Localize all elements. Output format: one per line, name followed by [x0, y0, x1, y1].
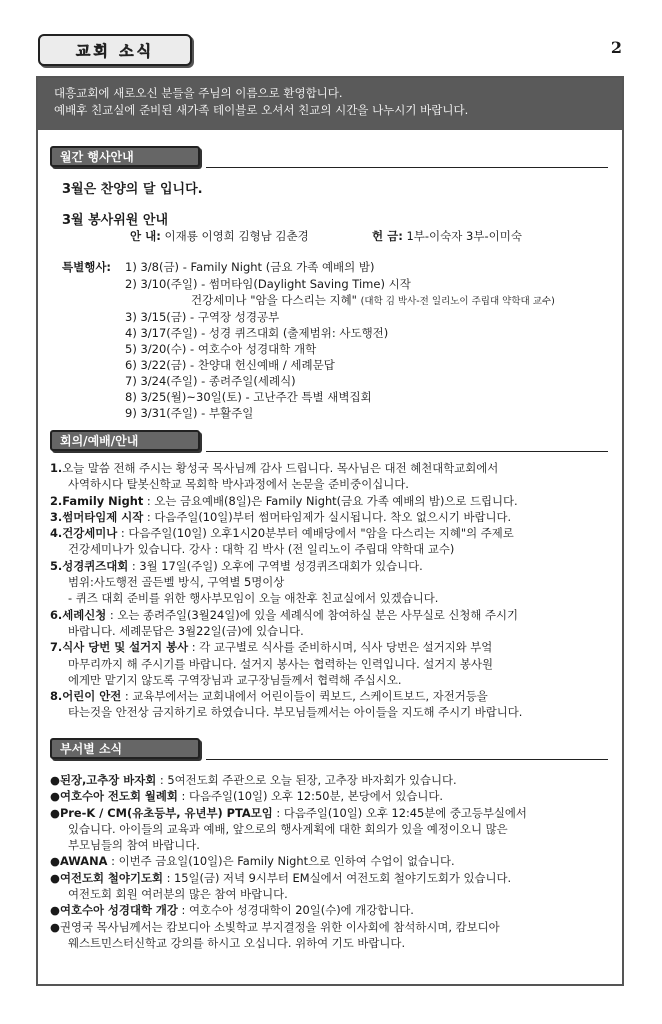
events-label: 특별행사:: [62, 260, 112, 274]
dept-label: 여전도회 철야기도회: [59, 870, 163, 885]
notice-item: [50, 460, 612, 476]
event-sub: [191, 292, 555, 308]
dept-item: [50, 772, 612, 788]
event-item: 2) 3/10(주일) - 썸머타임(Daylight Saving Time) 시작: [125, 277, 411, 291]
notice-continuation: 범위:사도행전 골든벨 방식, 구역별 5명이상: [68, 575, 285, 590]
dept-text: : 다음주일(10일) 오후 12:50분, 본당에서 있습니다.: [177, 789, 443, 804]
notice-number: 8.: [50, 689, 63, 704]
section-divider: [206, 759, 608, 760]
section-tab-label: 부서별 소식: [60, 742, 123, 756]
usher-names: 이재룡 이영희 김형남 김춘경: [164, 229, 309, 243]
dept-continuation: 있습니다. 아이들의 교육과 예배, 앞으로의 행사계획에 대한 회의가 있을 예정이오니 많은: [68, 821, 508, 836]
notice-label: 세례신청: [62, 607, 107, 622]
dept-label: Pre-K / CM(유초등부, 유년부) PTA모임: [59, 805, 273, 820]
departments-list: [50, 772, 612, 951]
event-item: 5) 3/20(수) - 여호수아 성경대학 개학: [125, 342, 317, 356]
notice-item: [50, 558, 612, 574]
notice-label: 썸머타임제 시작: [62, 509, 144, 524]
event-item: 1) 3/8(금) - Family Night (금요 가족 예배의 밤): [125, 260, 375, 274]
notice-text: : 교육부에서는 교회내에서 어린이들이 퀵보드, 스케이트보드, 자전거등을: [121, 689, 488, 704]
section-tab-departments: [50, 738, 200, 759]
notice-text: : 각 교구별로 식사를 준비하시며, 식사 당번은 설거지와 부엌: [188, 640, 493, 655]
dept-label: 여호수아 성경대학 개강: [59, 903, 178, 918]
notice-item: [50, 607, 612, 623]
usher-row: [130, 228, 309, 244]
event-sub-note: (대학 김 박사-전 일리노이 주립대 약학대 교수): [360, 296, 555, 307]
notice-continuation: 타는것을 안전상 금지하기로 하였습니다. 부모님들께서는 아이들을 지도해 주시기 바랍니다.: [68, 705, 523, 720]
bulletin-frame: [36, 76, 624, 986]
dept-continuation: 부모님들의 참여 바랍니다.: [68, 838, 200, 853]
dept-item: [50, 902, 612, 918]
notice-item: [50, 525, 612, 541]
welcome-line-2: 예배후 친교실에 준비된 새가족 테이블로 오셔서 친교의 시간을 나누시기 바랍니다.: [54, 103, 469, 117]
notice-item: [50, 493, 612, 509]
dept-label: 된장,고추장 바자회: [59, 773, 157, 787]
notice-text: : 오는 종려주일(3월24일)에 있을 세례식에 참여하실 분은 사무실로 신청해 주시기: [106, 607, 519, 622]
bullet-icon: ●: [50, 854, 60, 869]
event-item: 9) 3/31(주일) - 부활주일: [125, 406, 254, 420]
dept-text: : 5여전도회 주관으로 오늘 된장, 고추장 바자회가 있습니다.: [156, 773, 457, 787]
notice-number: 3.: [50, 509, 63, 524]
dept-text: 권영국 목사님께서는 캄보디아 소빛학교 부지결정을 위한 이사회에 참석하시며, 캄보디아: [59, 919, 500, 934]
notice-continuation: 마무리까지 해 주시기를 바랍니다. 설거지 봉사는 협력하는 인력입니다. 설거지 봉사원: [68, 656, 493, 671]
section-tab-label: 회의/예배/안내: [60, 434, 139, 448]
notice-text: : 다음주일(10일)부터 썸머타임제가 실시됩니다. 착오 없으시기 바랍니다.: [143, 509, 512, 524]
dept-item: [50, 919, 612, 935]
notice-number: 2.: [50, 493, 63, 508]
event-item: 4) 3/17(주일) - 성경 퀴즈대회 (출제범위: 사도행전): [125, 326, 389, 340]
offering-label: 헌 금:: [372, 229, 403, 243]
notice-number: 5.: [50, 558, 63, 573]
usher-label: 안 내:: [130, 229, 161, 243]
notice-text: : 다음주일(10일) 오후1시20분부터 예배당에서 "암을 다스리는 지혜"의 주제로: [117, 526, 514, 541]
page-title-tab: [38, 34, 192, 66]
event-item: 3) 3/15(금) - 구역장 성경공부: [125, 310, 280, 324]
notice-number: 7.: [50, 640, 63, 655]
dept-item: [50, 805, 612, 821]
notice-continuation: 건강세미나가 있습니다. 강사 : 대학 김 박사 (전 일리노이 주립대 약학대 교수): [68, 542, 455, 557]
bullet-icon: ●: [50, 919, 60, 934]
dept-text: : 이번주 금요일(10일)은 Family Night으로 인하여 수업이 없습니다.: [107, 854, 455, 869]
bullet-icon: ●: [50, 773, 60, 787]
notice-continuation: 바랍니다. 세례문답은 3월22일(금)에 있습니다.: [68, 623, 304, 638]
notice-label: 식사 당번 및 설거지 봉사: [62, 640, 189, 655]
section-divider: [206, 451, 608, 452]
notice-text: 오늘 말씀 전해 주시는 황성국 목사님께 감사 드립니다. 목사님은 대전 혜천대학교회에서: [62, 461, 499, 475]
dept-item: [50, 788, 612, 804]
notice-continuation: 에게만 맡기지 않도록 구역장님과 교구장님들께서 협력해 주십시오.: [68, 672, 402, 687]
notice-text: : 3월 17일(주일) 오후에 구역별 성경퀴즈대회가 있습니다.: [128, 558, 423, 573]
dept-item: [50, 853, 612, 869]
event-item: 6) 3/22(금) - 찬양대 헌신예배 / 세례문답: [125, 358, 335, 372]
bullet-icon: ●: [50, 789, 60, 804]
welcome-line-1: 대흥교회에 새로오신 분들을 주님의 이름으로 환영합니다.: [54, 86, 343, 100]
section-tab-monthly: [50, 146, 200, 167]
event-sub-title: 건강세미나 "암을 다스리는 지혜": [191, 293, 357, 307]
dept-text: : 15일(금) 저녁 9시부터 EM실에서 여전도회 철야기도회가 있습니다.: [162, 870, 512, 885]
page-title: 교회 소식: [75, 41, 155, 60]
notice-continuation: - 퀴즈 대회 준비를 위한 행사부모임이 오늘 애찬후 친교실에서 있겠습니다.: [68, 591, 439, 606]
bullet-icon: ●: [50, 870, 60, 885]
section-tab-notices: [50, 430, 200, 451]
month-theme: 3월은 찬양의 달 입니다.: [62, 182, 203, 197]
page-number: 2: [610, 38, 622, 57]
bullet-icon: ●: [50, 805, 60, 820]
welcome-banner: [38, 78, 622, 130]
dept-label: 여호수아 전도회 월례회: [59, 789, 178, 804]
dept-text: : 다음주일(10일) 오후 12:45분에 중고등부실에서: [272, 805, 527, 820]
notice-number: 1.: [50, 461, 63, 475]
event-item: 8) 3/25(월)~30일(토) - 고난주간 특별 새벽집회: [125, 390, 372, 404]
notice-label: 건강세미나: [62, 526, 118, 541]
dept-item: [50, 870, 612, 886]
notice-continuation: 사역하시다 탈봇신학교 목회학 박사과정에서 논문을 준비중이십니다.: [68, 477, 409, 492]
offering-names: 1부-이숙자 3부-이미숙: [406, 229, 522, 243]
dept-label: AWANA: [59, 854, 108, 869]
notice-label: Family Night: [62, 493, 144, 508]
notice-text: : 오는 금요예배(8일)은 Family Night(금요 가족 예배의 밤)으로 드립니다.: [143, 493, 518, 508]
notice-label: 어린이 안전: [62, 689, 122, 704]
event-item: 7) 3/24(주일) - 종려주일(세례식): [125, 374, 296, 388]
dept-continuation: 여전도회 회원 여러분의 많은 참여 바랍니다.: [68, 887, 288, 902]
notice-number: 4.: [50, 526, 63, 541]
section-divider: [206, 167, 608, 168]
section-tab-label: 월간 행사안내: [60, 150, 134, 164]
notice-label: 성경퀴즈대회: [62, 558, 129, 573]
notice-item: [50, 639, 612, 655]
volunteers-title: 3월 봉사위원 안내: [62, 213, 169, 228]
notice-item: [50, 509, 612, 525]
dept-text: : 여호수아 성경대학이 20일(수)에 개강합니다.: [177, 903, 414, 918]
dept-continuation: 웨스트민스터신학교 강의를 하시고 오십니다. 위하여 기도 바랍니다.: [68, 935, 406, 950]
notice-number: 6.: [50, 607, 63, 622]
offering-row: [372, 228, 522, 244]
notice-item: [50, 688, 612, 704]
bullet-icon: ●: [50, 903, 60, 918]
notices-list: [50, 460, 612, 721]
